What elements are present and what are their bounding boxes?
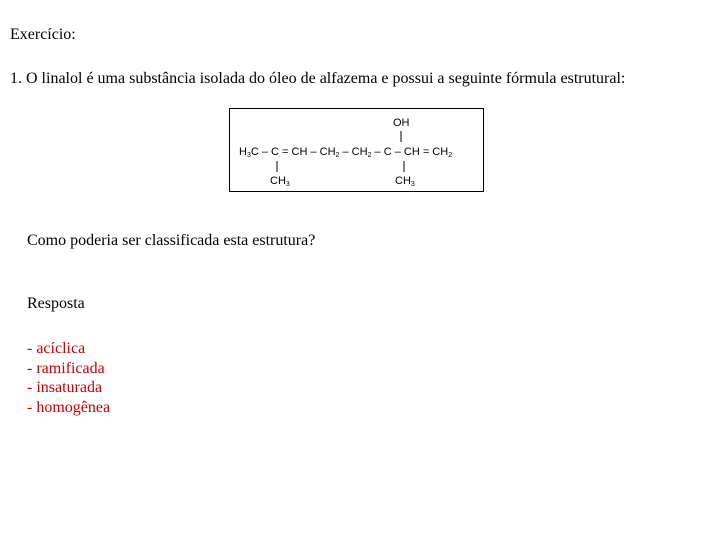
structural-formula-figure xyxy=(229,108,484,192)
structural-formula-drawing xyxy=(230,109,485,193)
answer-item: - acíclica xyxy=(27,340,86,357)
answer-list xyxy=(27,339,110,417)
classification-prompt: Como poderia ser classificada esta estrutura? xyxy=(27,232,316,249)
answer-label: Resposta xyxy=(27,295,85,312)
left-methyl-branch: CH3 xyxy=(270,175,290,188)
main-chain: H3C – C = CH – CH2 – CH2 – C – CH = CH2 xyxy=(239,146,453,159)
answer-item: - homogênea xyxy=(27,398,111,416)
question-text: 1. O linalol é uma substância isolada do óleo de alfazema e possui a seguinte fórmula estrutural: xyxy=(10,70,626,87)
answer-item: - insaturada xyxy=(27,379,103,396)
answer-item: - ramificada xyxy=(27,359,105,377)
hydroxyl-label: OH xyxy=(393,117,410,129)
exercise-title: Exercício: xyxy=(10,26,76,43)
right-methyl-branch: CH3 xyxy=(395,175,415,188)
